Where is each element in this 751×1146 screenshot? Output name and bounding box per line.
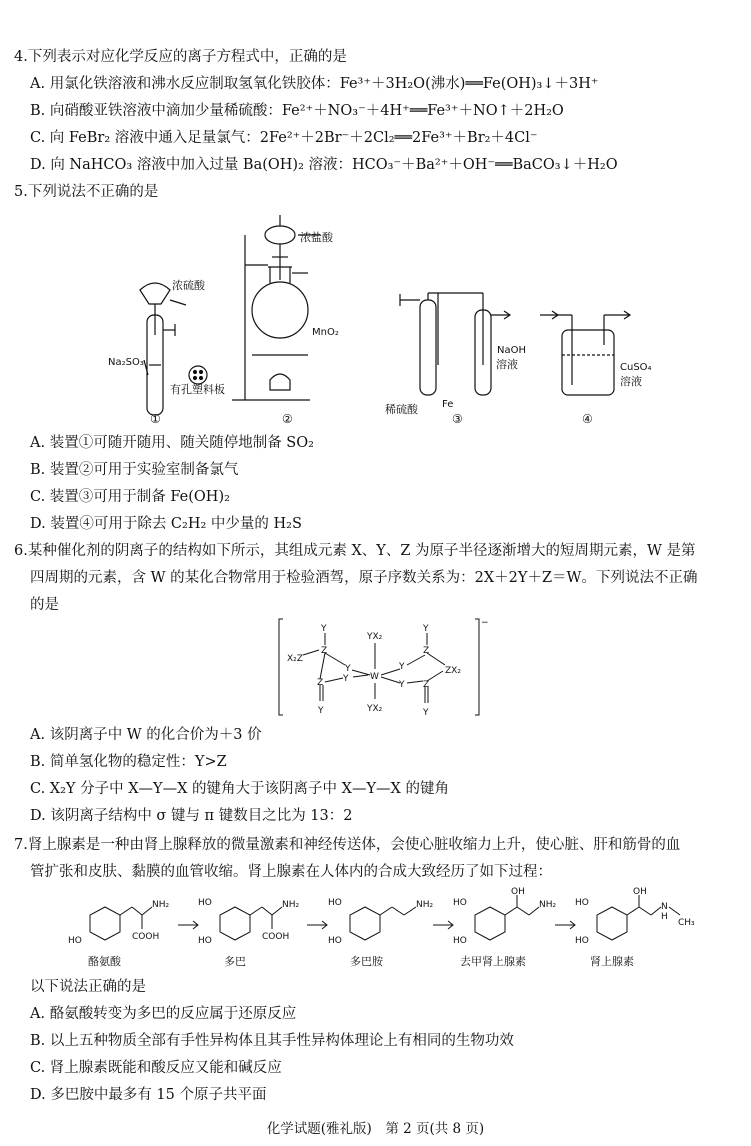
group-x2z: X₂Z xyxy=(287,654,303,664)
group-yx2-top: YX₂ xyxy=(367,632,383,642)
compound-name-norepinephrine: 去甲肾上腺素 xyxy=(460,955,526,968)
label-fe: Fe xyxy=(442,399,454,410)
compound-name-epinephrine: 肾上腺素 xyxy=(590,955,634,968)
atom-w: W xyxy=(370,672,379,682)
compound-name-tyrosine: 酪氨酸 xyxy=(88,955,121,968)
page-footer: 化学试题(雅礼版) 第 2 页(共 8 页) xyxy=(266,1121,485,1137)
q5-option-d: D. 装置④可用于除去 C₂H₂ 中少量的 H₂S xyxy=(30,516,302,532)
q7-stem-line1: 7.肾上腺素是一种由肾上腺释放的微量激素和神经传送体，会使心脏收缩力上升，使心脏、肝和筋骨的血 xyxy=(14,837,681,853)
atom-y: Y xyxy=(399,680,405,690)
group-oh: OH xyxy=(511,887,525,897)
group-nh2: NH₂ xyxy=(539,900,557,910)
q6-option-b: B. 简单氢化物的稳定性：Y>Z xyxy=(30,754,227,770)
compound-name-dopa: 多巴 xyxy=(224,955,246,968)
atom-y: Y xyxy=(321,624,327,634)
q4-option-c: C. 向 FeBr₂ 溶液中通入足量氯气：2Fe²⁺＋2Br⁻＋2Cl₂══2Fe³⁺＋Br₂＋4Cl⁻ xyxy=(30,130,538,146)
q6-stem-line3: 的是 xyxy=(30,597,59,613)
atom-h: H xyxy=(661,912,668,922)
atom-z: Z xyxy=(423,680,430,690)
group-nh2: NH₂ xyxy=(416,900,434,910)
q4-option-b: B. 向硝酸亚铁溶液中滴加少量稀硫酸：Fe²⁺＋NO₃⁻＋4H⁺══Fe³⁺＋NO↑＋2H₂O xyxy=(30,103,564,119)
q7-synthesis-pathway xyxy=(60,885,700,970)
group-ho: HO xyxy=(453,936,467,946)
q6-stem-line2: 四周期的元素，含 W 的某化合物常用于检验酒驾，原子序数关系为：2X＋2Y＋Z＝W。下列说法不正确 xyxy=(30,570,698,586)
q6-anion-structure xyxy=(275,615,495,720)
atom-y: Y xyxy=(399,662,405,672)
q5-option-a: A. 装置①可随开随用、随关随停地制备 SO₂ xyxy=(30,435,314,451)
label-cuso4: CuSO₄ xyxy=(620,362,652,373)
charge-sign: − xyxy=(481,618,489,628)
q5-apparatus-figure xyxy=(100,205,660,430)
group-ch3: CH₃ xyxy=(678,918,695,928)
q6-option-d: D. 该阴离子结构中 σ 键与 π 键数目之比为 13：2 xyxy=(30,808,353,824)
group-ho: HO xyxy=(198,898,212,908)
atom-y: Y xyxy=(423,708,429,718)
q7-option-a: A. 酪氨酸转变为多巴的反应属于还原反应 xyxy=(30,1006,297,1022)
label-apparatus-3: ③ xyxy=(452,412,463,426)
group-nh2: NH₂ xyxy=(282,900,300,910)
q7-option-c: C. 肾上腺素既能和酸反应又能和碱反应 xyxy=(30,1060,282,1076)
group-ho: HO xyxy=(68,936,82,946)
q7-option-b: B. 以上五种物质全部有手性异构体且其手性异构体理论上有相同的生物功效 xyxy=(30,1033,514,1049)
q5-stem: 5.下列说法不正确的是 xyxy=(14,184,159,200)
group-ho: HO xyxy=(575,936,589,946)
q5-option-c: C. 装置③可用于制备 Fe(OH)₂ xyxy=(30,489,230,505)
label-mno2: MnO₂ xyxy=(312,327,339,338)
atom-z: Z xyxy=(423,646,430,656)
group-cooh: COOH xyxy=(262,932,290,942)
q7-substem: 以下说法正确的是 xyxy=(30,979,146,995)
group-ho: HO xyxy=(328,898,342,908)
q4-stem: 4.下列表示对应化学反应的离子方程式中，正确的是 xyxy=(14,49,347,65)
group-ho: HO xyxy=(198,936,212,946)
q6-stem-line1: 6.某种催化剂的阴离子的结构如下所示，其组成元素 X、Y、Z 为原子半径逐渐增大的短周期元素，W 是第 xyxy=(14,543,696,559)
label-conc-hcl: 浓盐酸 xyxy=(300,231,333,244)
label-conc-h2so4: 浓硫酸 xyxy=(172,279,205,292)
label-naoh-solution: 溶液 xyxy=(496,358,518,371)
q4-option-d: D. 向 NaHCO₃ 溶液中加入过量 Ba(OH)₂ 溶液：HCO₃⁻＋Ba²⁺＋OH⁻══BaCO₃↓＋H₂O xyxy=(30,157,618,173)
label-plastic-plate: 有孔塑料板 xyxy=(170,383,225,396)
q6-option-a: A. 该阴离子中 W 的化合价为＋3 价 xyxy=(30,727,262,743)
atom-n: N xyxy=(661,902,668,912)
group-zx2: ZX₂ xyxy=(445,666,461,676)
atom-y: Y xyxy=(318,706,324,716)
group-nh2: NH₂ xyxy=(152,900,170,910)
group-ho: HO xyxy=(328,936,342,946)
label-cuso4-solution: 溶液 xyxy=(620,375,642,388)
q6-option-c: C. X₂Y 分子中 X—Y—X 的键角大于该阴离子中 X—Y—X 的键角 xyxy=(30,781,449,797)
group-yx2-bottom: YX₂ xyxy=(367,704,383,714)
q7-option-d: D. 多巴胺中最多有 15 个原子共平面 xyxy=(30,1087,267,1103)
label-apparatus-4: ④ xyxy=(582,412,593,426)
atom-y: Y xyxy=(345,664,351,674)
compound-name-dopamine: 多巴胺 xyxy=(350,955,383,968)
atom-y: Y xyxy=(423,624,429,634)
label-naoh: NaOH xyxy=(497,345,526,356)
label-apparatus-2: ② xyxy=(282,412,293,426)
q4-option-a: A. 用氯化铁溶液和沸水反应制取氢氧化铁胶体：Fe³⁺＋3H₂O(沸水)══Fe(OH)₃↓＋3H⁺ xyxy=(30,76,599,92)
atom-c: Z xyxy=(317,678,324,688)
group-cooh: COOH xyxy=(132,932,160,942)
label-apparatus-1: ① xyxy=(150,412,161,426)
atom-y: Y xyxy=(343,674,349,684)
group-oh: OH xyxy=(633,887,647,897)
atom-z: Z xyxy=(321,646,328,656)
label-dilute-h2so4: 稀硫酸 xyxy=(385,403,418,416)
group-ho: HO xyxy=(575,898,589,908)
group-ho: HO xyxy=(453,898,467,908)
q7-stem-line2: 管扩张和皮肤、黏膜的血管收缩。肾上腺素在人体内的合成大致经历了如下过程： xyxy=(30,864,552,880)
q5-option-b: B. 装置②可用于实验室制备氯气 xyxy=(30,462,239,478)
label-na2so3: Na₂SO₃ xyxy=(108,357,144,368)
